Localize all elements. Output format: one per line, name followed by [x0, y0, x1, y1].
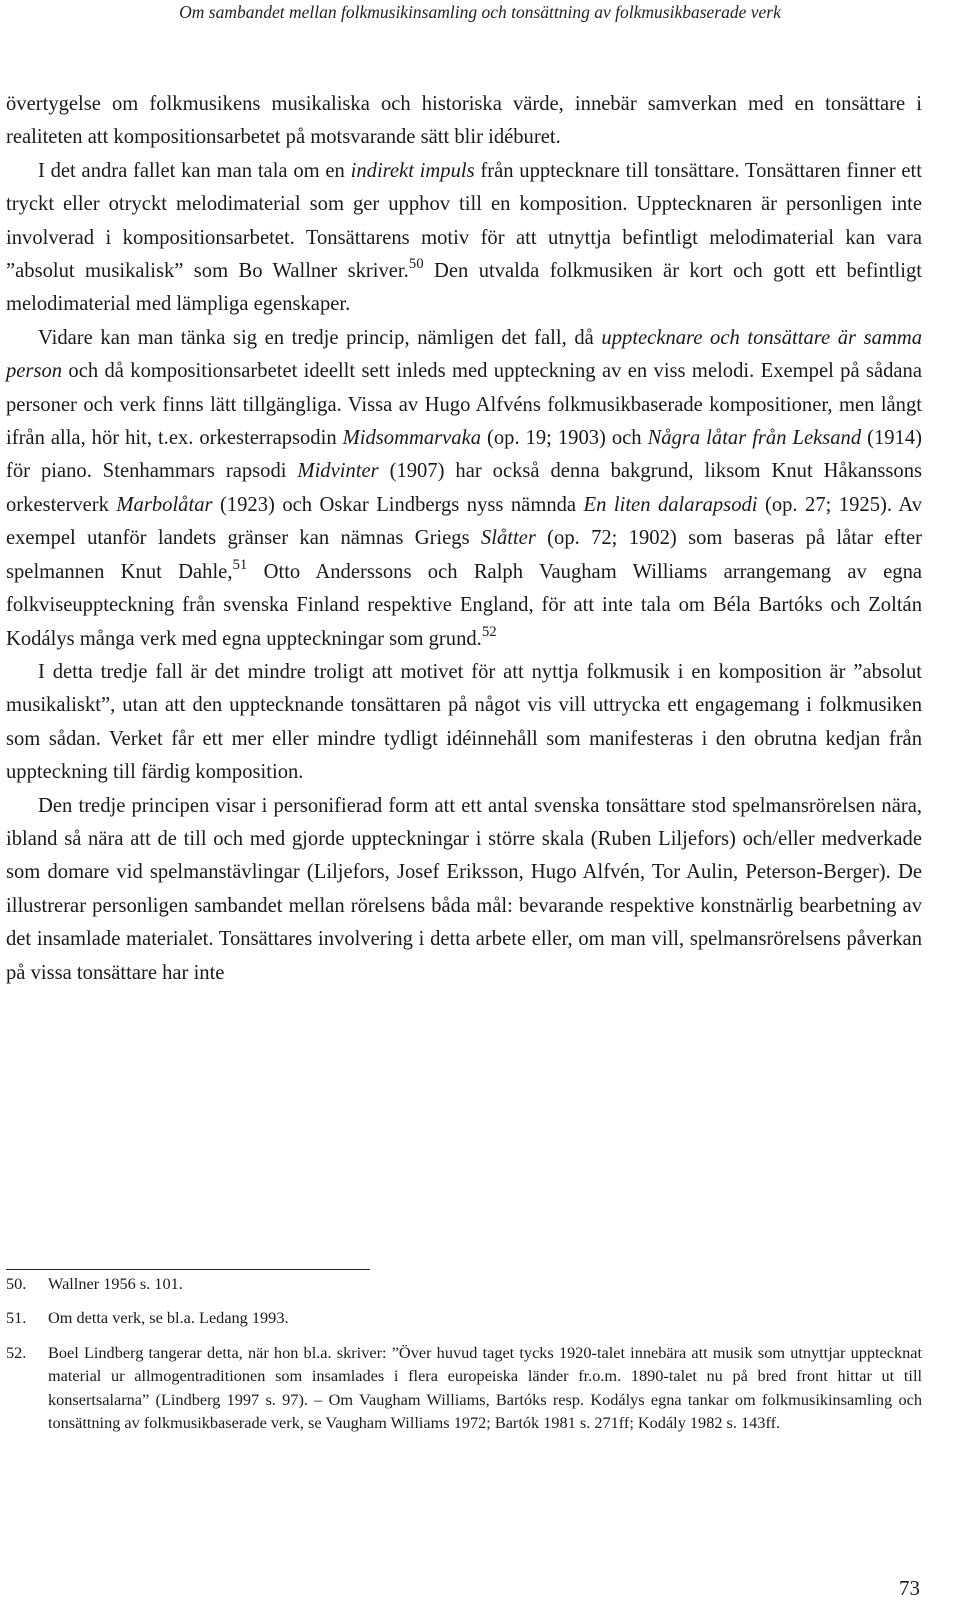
paragraph	[6, 656, 922, 790]
footnote-text: Om detta verk, se bl.a. Ledang 1993.	[48, 1308, 289, 1328]
footnote-divider	[6, 1269, 370, 1270]
text-run: (op. 72; 1902) som baseras på låtar efter spelmannen Knut Dahle,	[6, 527, 922, 583]
paragraph	[6, 790, 922, 990]
text-run: (op. 27; 1925). Av exempel utanför landets gränser kan nämnas Griegs	[6, 493, 922, 550]
footnote-number: 50.	[6, 1274, 27, 1293]
paragraph	[6, 155, 922, 322]
footnote	[6, 1341, 922, 1435]
footnote-ref: 52	[481, 623, 497, 640]
text-run: (1907) har också denna bakgrund, liksom Knut Håkanssons orkesterverk	[6, 460, 923, 516]
footnote-ref: 51	[232, 556, 248, 573]
paragraph	[6, 88, 922, 155]
paragraph	[6, 322, 922, 656]
italic-text: En liten dalarapsodi	[583, 493, 758, 516]
italic-text: Midvinter	[297, 460, 379, 483]
footnote-ref: 50	[408, 255, 424, 272]
italic-text: Marbolåtar	[116, 493, 213, 516]
footnote-text: Boel Lindberg tangerar detta, när hon bl.a. skriver: ”Över huvud taget tycks 1920-talet innebära att musik som utnyttjar upptecknat material ur allmogentraditionen som insamlades i flera europeiska länder fr.o.m. 1890-talet nu på bred front hittar ut till konsertsalarna” (Lindberg 1997 s. 97). – Om Vaugham Williams, Bartóks resp. Kodálys egna tankar om folkmusikinsamling och tonsättning av folkmusikbaserade verk, se Vaugham Williams 1972; Bartók 1981 s. 271ff; Kodály 1982 s. 143ff.	[48, 1342, 922, 1433]
running-header: Om sambandet mellan folkmusikinsamling och tonsättning av folkmusikbaserade verk	[179, 2, 781, 22]
page-number: 73	[899, 1576, 920, 1600]
body-text	[6, 88, 922, 990]
text-run: I det andra fallet kan man tala om en	[38, 159, 351, 182]
footnote-number: 52.	[6, 1342, 27, 1362]
italic-text: Några låtar från Leksand	[647, 427, 862, 450]
text-run: från upptecknare till tonsättare. Tonsättaren finner ett tryckt eller otryckt melodimaterial som ger upphov till en komposition. Upptecknaren är personligen inte involverad i kompositionsarbetet. Tonsättarens motiv för att utnyttja befintligt melodimaterial kan vara ”absolut musikalisk” som Bo Wallner skriver.	[6, 159, 922, 283]
italic-text: indirekt impuls	[350, 159, 475, 182]
footnote	[6, 1306, 922, 1329]
text-run: (1914) för piano. Stenhammars rapsodi	[6, 427, 922, 483]
text-run: Den utvalda folkmusiken är kort och gott ett befintligt melodimaterial med lämpliga egenskaper.	[6, 260, 922, 316]
text-run: Den tredje principen visar i personifierad form att ett antal svenska tonsättare stod spelmansrörelsen nära, ibland så nära att de till och med gjorde uppteckningar i större skala (Ruben Liljefors) och/eller medverkade som domare vid spelmanstävlingar (Liljefors, Josef Eriksson, Hugo Alfvén, Tor Aulin, Peterson-Berger). De illustrerar personligen sambandet mellan rörelsens båda mål: bevarande respektive konstnärlig bearbetning av det insamlade materialet. Tonsättares involvering i detta arbete eller, om man vill, spelmansrörelsens påverkan på vissa tonsättare har inte	[6, 794, 922, 984]
text-run: och då kompositionsarbetet ideellt sett inleds med uppteckning av en viss melodi. Exempel på sådana personer och verk finns lätt tillgängliga. Vissa av Hugo Alfvéns folkmusikbaserade kompositioner, men långt ifrån alla, hör hit, t.ex. orkesterrapsodin	[6, 360, 922, 450]
italic-text: upptecknare och tonsättare är samma person	[6, 326, 922, 383]
text-run: övertygelse om folkmusikens musikaliska och historiska värde, innebär samverkan med en tonsättare i realiteten att kompositionsarbetet på motsvarande sätt blir idéburet.	[6, 93, 922, 149]
italic-text: Slåtter	[480, 527, 536, 550]
italic-text: Midsommarvaka	[342, 427, 482, 450]
text-run: (op. 19; 1903) och	[481, 427, 648, 450]
footnote-number: 51.	[6, 1308, 27, 1328]
footnote	[6, 1272, 922, 1295]
footnotes	[6, 1272, 922, 1445]
text-run: I detta tredje fall är det mindre troligt att motivet för att nyttja folkmusik i en komposition är ”absolut musikaliskt”, utan att den upptecknande tonsättaren på något vis vill uttrycka ett engagemang i folkmusiken som sådan. Verket får ett mer eller mindre tydligt idéinnehåll som manifesteras i den obrutna kedjan från uppteckning till färdig komposition.	[6, 660, 922, 784]
footnote-text: Wallner 1956 s. 101.	[48, 1274, 183, 1293]
text-run: (1923) och Oskar Lindbergs nyss nämnda	[212, 493, 584, 516]
text-run: Vidare kan man tänka sig en tredje princip, nämligen det fall, då	[38, 326, 602, 349]
text-run: Otto Anderssons och Ralph Vaugham Williams arrangemang av egna folkviseuppteckning från svenska Finland respektive England, för att inte tala om Béla Bartóks och Zoltán Kodálys många verk med egna uppteckningar som grund.	[6, 560, 923, 650]
